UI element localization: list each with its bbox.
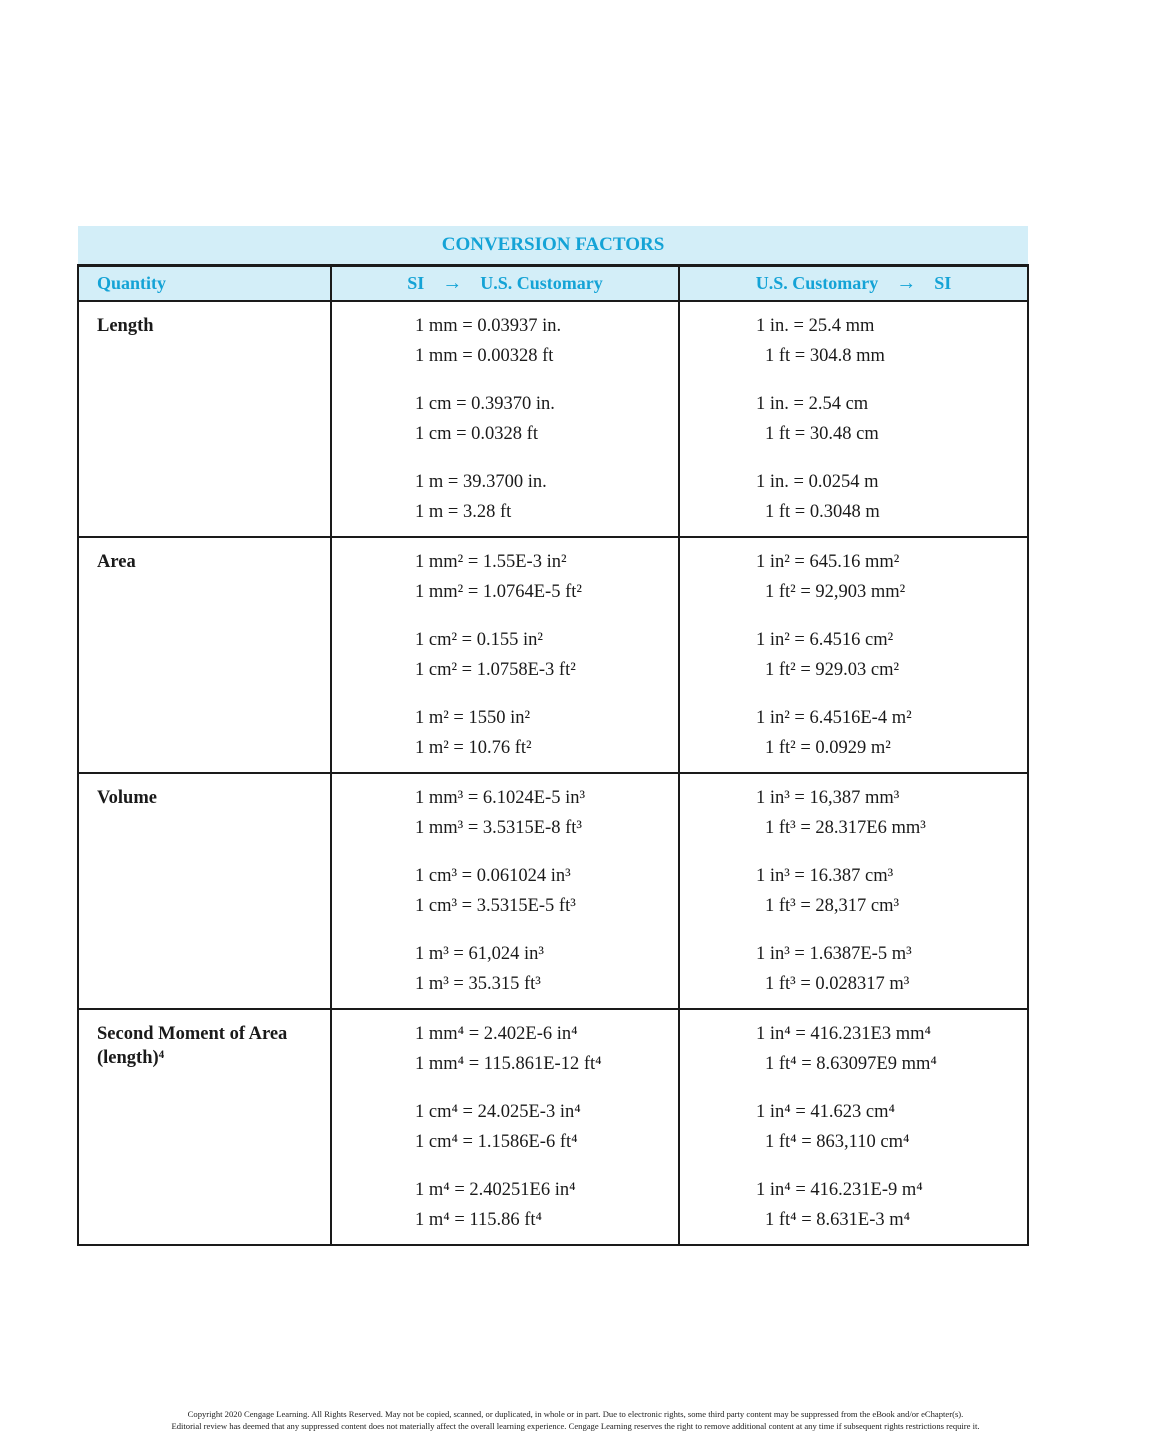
header-us-to-si (679, 266, 1028, 302)
conversion-group (680, 389, 1027, 449)
table-row (78, 1009, 1028, 1245)
conversion-line: 1 cm = 0.0328 ft (415, 424, 538, 444)
conversion-group (332, 547, 678, 607)
conversion-line: 1 m = 3.28 ft (415, 502, 512, 522)
conversion-line: 1 in. = 2.54 cm (756, 394, 869, 414)
conversion-group (680, 703, 1027, 763)
column-header-row (78, 266, 1028, 302)
header-si-to-us-to: U.S. Customary (480, 273, 603, 293)
conversion-group (332, 389, 678, 449)
copyright-footer (0, 1408, 1151, 1432)
right-arrow-icon: → (442, 272, 463, 294)
conversion-line: 1 ft⁴ = 8.631E-3 m⁴ (765, 1210, 911, 1230)
conversion-line: 1 mm⁴ = 115.861E-12 ft⁴ (415, 1054, 602, 1074)
conversion-line: 1 in⁴ = 416.231E3 mm⁴ (756, 1024, 931, 1044)
conversion-group (680, 783, 1027, 843)
conversion-line: 1 in³ = 16.387 cm³ (756, 866, 894, 886)
right-arrow-icon: → (896, 272, 917, 294)
conversion-group (680, 547, 1027, 607)
table-row (78, 301, 1028, 537)
conversion-group (680, 467, 1027, 527)
conversion-group (332, 311, 678, 371)
header-quantity: Quantity (78, 266, 331, 302)
conversion-line: 1 in³ = 16,387 mm³ (756, 788, 900, 808)
conversion-line: 1 mm = 0.03937 in. (415, 316, 562, 336)
header-si-to-us (331, 266, 679, 302)
conversion-group (332, 1097, 678, 1157)
conversion-line: 1 mm³ = 3.5315E-8 ft³ (415, 818, 582, 838)
conversion-group (332, 861, 678, 921)
conversion-line: 1 ft³ = 28.317E6 mm³ (765, 818, 926, 838)
conversion-line: 1 m³ = 61,024 in³ (415, 944, 544, 964)
footer-line-2: Editorial review has deemed that any suppressed content does not materially affect the overall learning experience. Cengage Learning reserves the right to remove additional content at any time if subsequent rights restrictions require it. (171, 1421, 980, 1431)
conversion-line: 1 m⁴ = 2.40251E6 in⁴ (415, 1180, 576, 1200)
conversion-line: 1 cm⁴ = 24.025E-3 in⁴ (415, 1102, 581, 1122)
conversion-group (680, 1175, 1027, 1235)
header-us-to-si-to: SI (934, 273, 952, 293)
conversion-group (332, 783, 678, 843)
quantity-label-line2: (length)⁴ (97, 1048, 165, 1068)
conversion-line: 1 cm⁴ = 1.1586E-6 ft⁴ (415, 1132, 578, 1152)
conversion-line: 1 cm² = 0.155 in² (415, 630, 543, 650)
conversion-line: 1 m² = 10.76 ft² (415, 738, 532, 758)
si-to-us-cell (331, 1009, 679, 1245)
conversion-line: 1 mm = 0.00328 ft (415, 346, 554, 366)
quantity-label: Length (97, 316, 154, 336)
table-body (78, 301, 1028, 1245)
conversion-line: 1 mm² = 1.0764E-5 ft² (415, 582, 582, 602)
conversion-line: 1 m⁴ = 115.86 ft⁴ (415, 1210, 542, 1230)
quantity-label: Area (97, 552, 136, 572)
conversion-line: 1 cm³ = 3.5315E-5 ft³ (415, 896, 576, 916)
conversion-line: 1 in² = 6.4516E-4 m² (756, 708, 912, 728)
conversion-line: 1 ft⁴ = 8.63097E9 mm⁴ (765, 1054, 937, 1074)
conversion-line: 1 mm³ = 6.1024E-5 in³ (415, 788, 586, 808)
conversion-line: 1 m² = 1550 in² (415, 708, 531, 728)
conversion-line: 1 ft² = 0.0929 m² (765, 738, 891, 758)
conversion-line: 1 ft³ = 28,317 cm³ (765, 896, 900, 916)
conversion-line: 1 ft⁴ = 863,110 cm⁴ (765, 1132, 910, 1152)
quantity-cell (78, 301, 331, 537)
conversion-line: 1 ft = 30.48 cm (765, 424, 879, 444)
quantity-cell (78, 773, 331, 1009)
conversion-group (332, 939, 678, 999)
conversion-group (332, 703, 678, 763)
header-si-to-us-from: SI (407, 273, 425, 293)
conversion-group (680, 625, 1027, 685)
conversion-line: 1 ft = 0.3048 m (765, 502, 880, 522)
us-to-si-cell (679, 537, 1028, 773)
conversion-line: 1 cm³ = 0.061024 in³ (415, 866, 571, 886)
conversion-line: 1 m³ = 35.315 ft³ (415, 974, 541, 994)
quantity-cell (78, 1009, 331, 1245)
conversion-line: 1 in² = 645.16 mm² (756, 552, 900, 572)
si-to-us-cell (331, 301, 679, 537)
table-title: CONVERSION FACTORS (78, 226, 1028, 266)
conversion-line: 1 ft³ = 0.028317 m³ (765, 974, 910, 994)
quantity-label: Second Moment of Area (97, 1024, 288, 1044)
conversion-group (332, 1175, 678, 1235)
quantity-cell (78, 537, 331, 773)
conversion-line: 1 ft² = 929.03 cm² (765, 660, 900, 680)
us-to-si-cell (679, 1009, 1028, 1245)
conversion-group (680, 1097, 1027, 1157)
conversion-group (680, 311, 1027, 371)
si-to-us-cell (331, 537, 679, 773)
header-us-to-si-from: U.S. Customary (755, 273, 879, 293)
conversion-line: 1 mm² = 1.55E-3 in² (415, 552, 567, 572)
table-row (78, 773, 1028, 1009)
conversion-line: 1 ft = 304.8 mm (765, 346, 885, 366)
us-to-si-cell (679, 773, 1028, 1009)
conversion-group (680, 939, 1027, 999)
footer-line-1: Copyright 2020 Cengage Learning. All Rights Reserved. May not be copied, scanned, or duplicated, in whole or in part. Due to electronic rights, some third party content may be suppressed from the eBook and/or eChapter(s). (187, 1409, 964, 1419)
conversion-group (680, 1019, 1027, 1079)
conversion-line: 1 in. = 0.0254 m (756, 472, 879, 492)
conversion-line: 1 in. = 25.4 mm (756, 316, 875, 336)
quantity-label: Volume (97, 788, 157, 808)
conversion-line: 1 in⁴ = 41.623 cm⁴ (756, 1102, 895, 1122)
conversion-line: 1 ft² = 92,903 mm² (765, 582, 906, 602)
conversion-line: 1 in³ = 1.6387E-5 m³ (756, 944, 912, 964)
conversion-line: 1 cm² = 1.0758E-3 ft² (415, 660, 576, 680)
conversion-factors-table (77, 226, 1029, 1246)
conversion-group (332, 625, 678, 685)
conversion-line: 1 mm⁴ = 2.402E-6 in⁴ (415, 1024, 578, 1044)
conversion-line: 1 cm = 0.39370 in. (415, 394, 555, 414)
si-to-us-cell (331, 773, 679, 1009)
conversion-line: 1 m = 39.3700 in. (415, 472, 547, 492)
conversion-line: 1 in² = 6.4516 cm² (756, 630, 894, 650)
conversion-line: 1 in⁴ = 416.231E-9 m⁴ (756, 1180, 923, 1200)
conversion-group (332, 1019, 678, 1079)
table-row (78, 537, 1028, 773)
conversion-group (332, 467, 678, 527)
us-to-si-cell (679, 301, 1028, 537)
conversion-group (680, 861, 1027, 921)
